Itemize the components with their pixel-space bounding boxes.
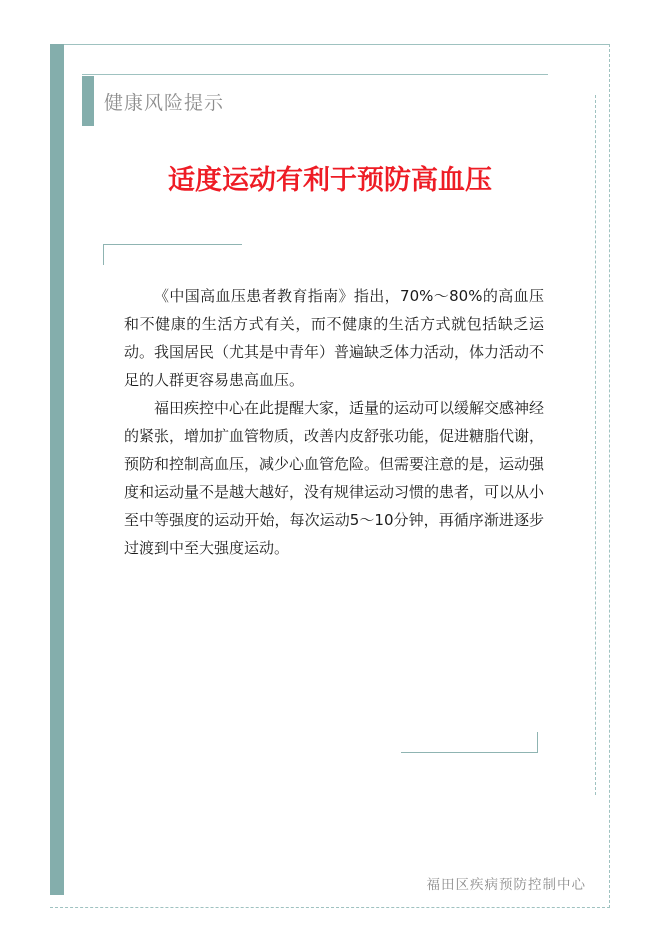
section-tag: 健康风险提示 <box>104 92 225 114</box>
frame-top-border <box>50 44 610 45</box>
inner-right-dashed-line <box>595 95 596 795</box>
frame-bottom-dashed-border <box>50 907 610 908</box>
article-body <box>124 282 544 562</box>
corner-bracket-top-left <box>103 244 242 265</box>
page-title: 适度运动有利于预防高血压 <box>168 165 492 196</box>
corner-bracket-bottom-right <box>401 732 538 753</box>
paragraph-2: 福田疾控中心在此提醒大家，适量的运动可以缓解交感神经的紧张，增加扩血管物质，改善内皮舒张功能，促进糖脂代谢，预防和控制高血压，减少心血管危险。但需要注意的是，运动强度和运动量不是越大越好，没有规律运动习惯的患者，可以从小至中等强度的运动开始，每次运动5～10分钟，再循序渐进逐步过渡到中至大强度运动。 <box>124 399 545 557</box>
footer-organization: 福田区疾病预防控制中心 <box>426 877 586 893</box>
section-tag-marker <box>82 76 94 126</box>
inner-top-divider <box>82 74 548 75</box>
paragraph-1: 《中国高血压患者教育指南》指出，70%～80%的高血压和不健康的生活方式有关，而不健康的生活方式就包括缺乏运动。我国居民（尤其是中青年）普遍缺乏体力活动，体力活动不足的人群更容易患高血压。 <box>124 287 545 389</box>
